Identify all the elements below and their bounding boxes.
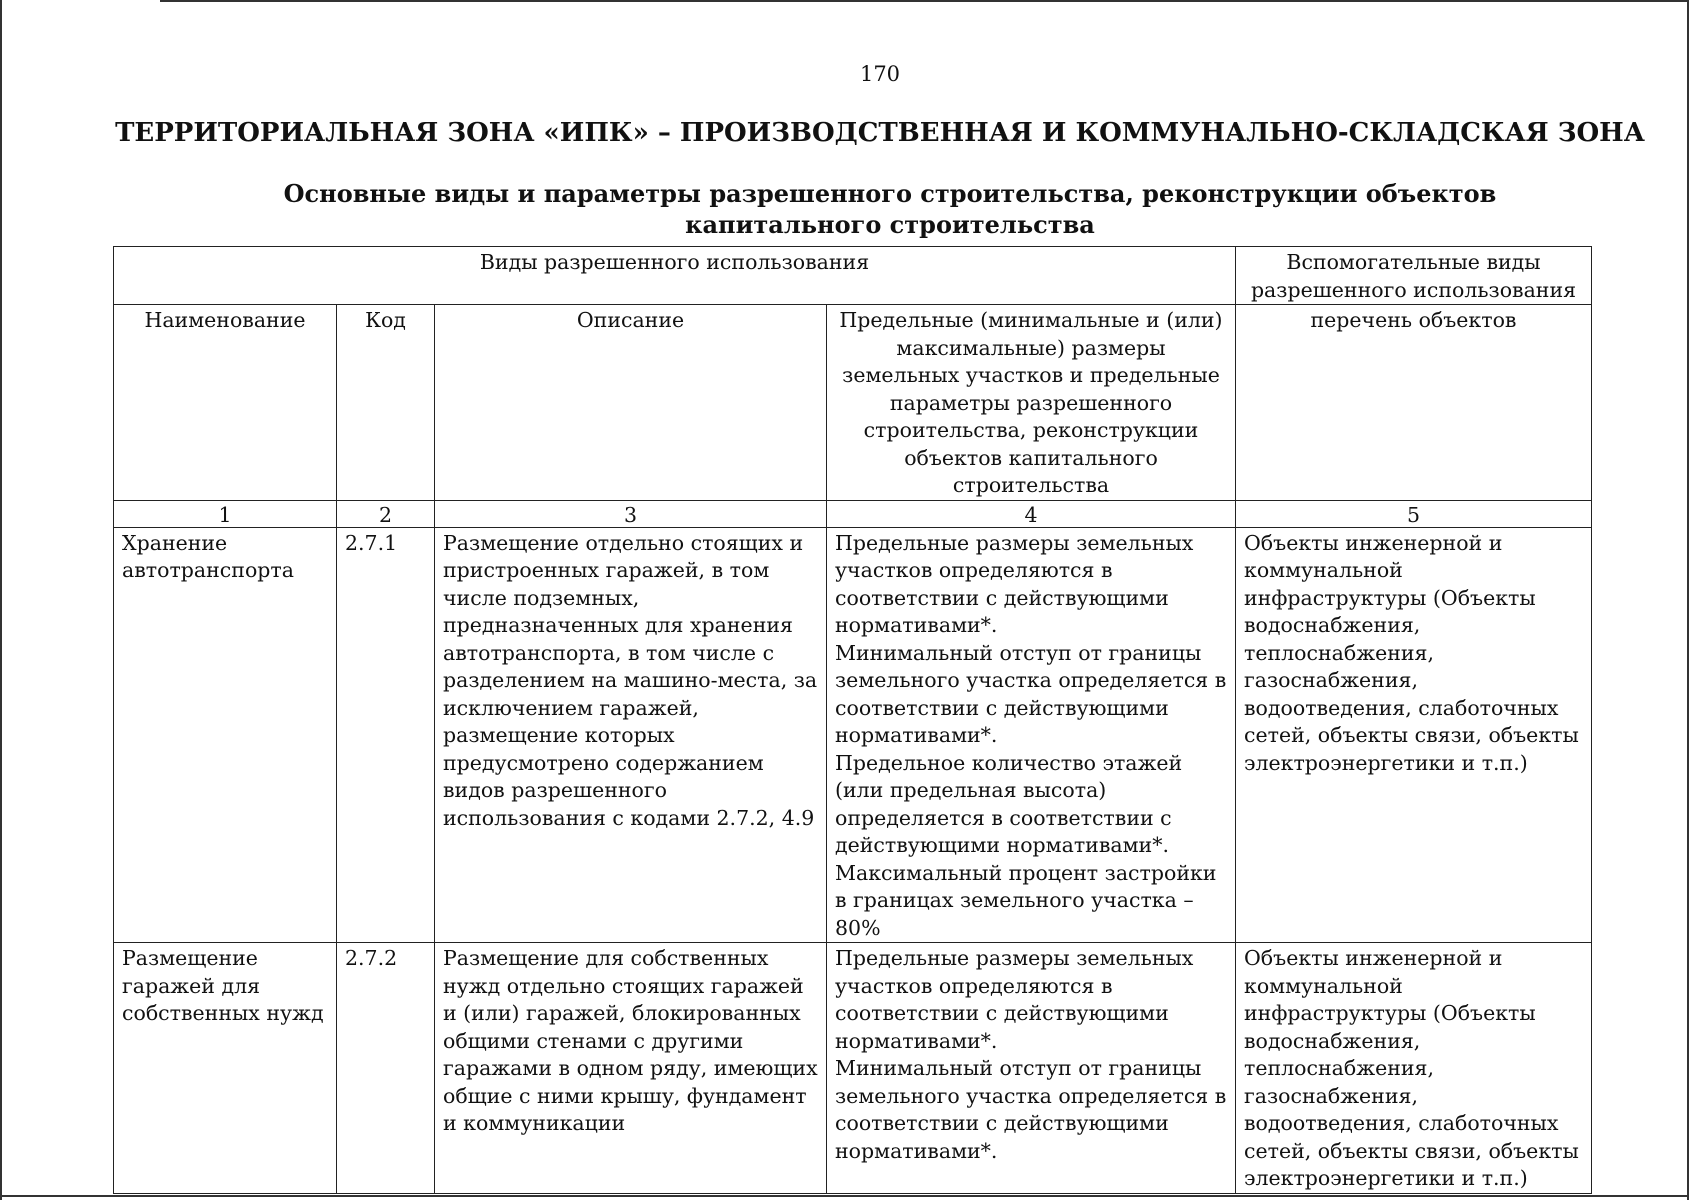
column-header-description: Описание xyxy=(435,305,827,501)
cell-code: 2.7.2 xyxy=(337,943,435,1194)
cell-parameters: Предельные размеры земельных участков определяются в соответствии с действующими нормативами*. Минимальный отступ от границы земельного участка определяется в соответствии с действующими нормативами*. Предельное количество этажей (или предельная высота) определяется в соответствии с действующими нормативами*. Максимальный процент застройки в границах земельного участка – 80% xyxy=(827,527,1236,943)
regulations-table xyxy=(113,246,1592,1194)
group-header-row xyxy=(114,247,1592,305)
page-border-top xyxy=(160,0,1689,2)
page-number: 170 xyxy=(859,62,901,86)
table-row xyxy=(114,527,1592,943)
group-header-main: Виды разрешенного использования xyxy=(114,247,1236,305)
page-border-bottom xyxy=(0,1195,1689,1197)
cell-auxiliary: Объекты инженерной и коммунальной инфраструктуры (Объекты водоснабжения, теплоснабжения, газоснабжения, водоотведения, слаботочных сетей, объекты связи, объекты электроэнергетики и т.п.) xyxy=(1236,527,1592,943)
column-header-parameters: Предельные (минимальные и (или) максимальные) размеры земельных участков и предельные параметры разрешенного строительства, реконструкции объектов капитального строительства xyxy=(827,305,1236,501)
section-title: Основные виды и параметры разрешенного строительства, реконструкции объектов капитального строительства xyxy=(283,179,1497,239)
cell-code: 2.7.1 xyxy=(337,527,435,943)
column-number: 3 xyxy=(435,500,827,527)
column-header-row xyxy=(114,305,1592,501)
column-header-code: Код xyxy=(337,305,435,501)
table-row xyxy=(114,943,1592,1194)
zone-title: ТЕРРИТОРИАЛЬНАЯ ЗОНА «ИПК» – ПРОИЗВОДСТВЕННАЯ И КОММУНАЛЬНО-СКЛАДСКАЯ ЗОНА xyxy=(115,118,1645,148)
page-border-left xyxy=(0,0,2,1200)
column-header-objects: перечень объектов xyxy=(1236,305,1592,501)
column-header-name: Наименование xyxy=(114,305,337,501)
cell-description: Размещение отдельно стоящих и пристроенных гаражей, в том числе подземных, предназначенных для хранения автотранспорта, в том числе с разделением на машино-места, за исключением гаражей, размещение которых предусмотрено содержанием видов разрешенного использования с кодами 2.7.2, 4.9 xyxy=(435,527,827,943)
column-number: 2 xyxy=(337,500,435,527)
column-number-row xyxy=(114,500,1592,527)
column-number: 5 xyxy=(1236,500,1592,527)
cell-parameters: Предельные размеры земельных участков определяются в соответствии с действующими нормативами*. Минимальный отступ от границы земельного участка определяется в соответствии с действующими нормативами*. xyxy=(827,943,1236,1194)
cell-name: Размещение гаражей для собственных нужд xyxy=(114,943,337,1194)
cell-name: Хранение автотранспорта xyxy=(114,527,337,943)
column-number: 1 xyxy=(114,500,337,527)
group-header-auxiliary: Вспомогательные виды разрешенного использования xyxy=(1236,247,1592,305)
cell-description: Размещение для собственных нужд отдельно стоящих гаражей и (или) гаражей, блокированных общими стенами с другими гаражами в одном ряду, имеющих общие с ними крышу, фундамент и коммуникации xyxy=(435,943,827,1194)
column-number: 4 xyxy=(827,500,1236,527)
cell-auxiliary: Объекты инженерной и коммунальной инфраструктуры (Объекты водоснабжения, теплоснабжения, газоснабжения, водоотведения, слаботочных сетей, объекты связи, объекты электроэнергетики и т.п.) xyxy=(1236,943,1592,1194)
